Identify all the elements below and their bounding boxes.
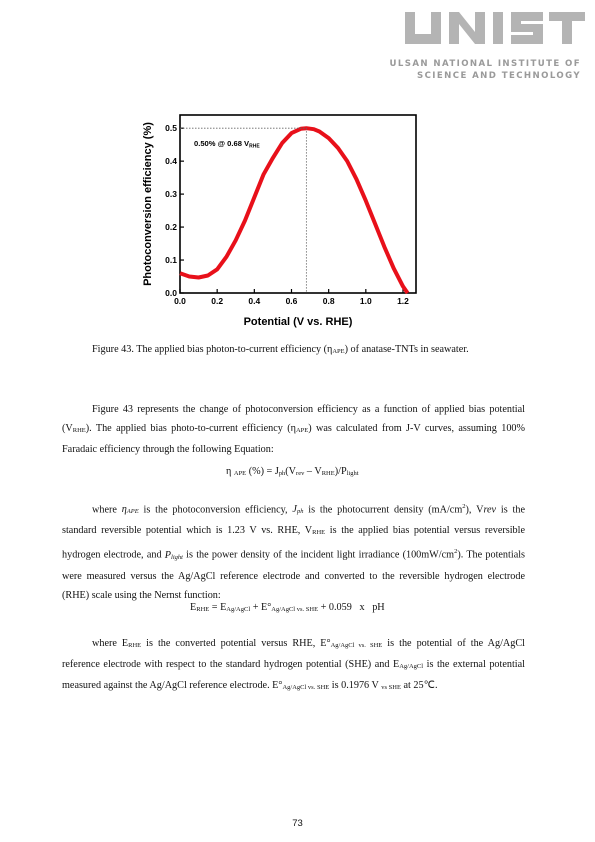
page-number: 73	[292, 818, 303, 829]
chart-svg	[138, 104, 428, 332]
y-axis-label: Photoconversion efficiency (%)	[142, 122, 154, 286]
equation-efficiency: η $_{APE}$ (%) = $J_{ph}(V_{rev} - V_{RHE})/P_{light}$	[226, 466, 359, 477]
y-tick-label: 0.2	[165, 222, 177, 233]
y-tick-label: 0.1	[165, 255, 177, 266]
x-tick-label: 0.0	[174, 296, 186, 306]
paragraph-intro: Figure 43 represents the change of photoconversion efficiency as a function of applied bias potential $(V_{RHE})$. The applied bias photo-to-current efficiency $(\eta_{APE})$ was calculated from J-V curves, assuming 100% Faradaic efficiency through the following Equation:	[62, 404, 525, 455]
x-tick-label: 0.6	[285, 296, 298, 306]
equation-nernst: $E_{RHE} = E_{Ag/AgCl} + E^\circ_{Ag/AgCl vs. SHE} + 0.059$ x pH	[190, 602, 385, 613]
x-tick-label: 0.4	[248, 296, 261, 306]
efficiency-chart	[138, 104, 428, 337]
y-tick-label: 0.5	[165, 123, 177, 134]
figure-caption: Figure 43. The applied bias photon-to-current efficiency $(\eta_{APE})$ of anatase-TNTs in seawater.	[92, 344, 469, 355]
x-tick-label: 1.2	[397, 296, 409, 306]
institute-name-line1: ULSAN NATIONAL INSTITUTE OF	[389, 59, 581, 69]
peak-annotation: 0.50% @ 0.68 VRHE	[194, 139, 260, 150]
y-tick-label: 0.4	[165, 156, 177, 167]
efficiency-curve	[180, 128, 408, 293]
paragraph-definitions: where $\eta_{APE}$ is the photoconversion efficiency, $J_{ph}$ is the photocurrent density $(mA/cm^2)$, Vrev is the standard reversible potential which is 1.23 V vs. RHE, $V_{RHE}$ is the applied bias potential versus reversible hydrogen electrode, and $P_{light}$ is the power density of the incident light irradiance $(100mW/cm^2)$. The potentials were measured versus the Ag/AgCl reference electrode and converted to the reversible hydrogen electrode (RHE) scale using the Nernst function:	[62, 503, 526, 601]
x-tick-label: 0.2	[211, 296, 224, 306]
x-tick-label: 1.0	[359, 296, 372, 306]
institute-name-line2: SCIENCE AND TECHNOLOGY	[417, 71, 581, 81]
logo-text: UNIST	[403, 10, 406, 11]
x-axis-label: Potential (V vs. RHE)	[243, 316, 353, 328]
y-tick-label: 0.0	[165, 288, 177, 298]
x-tick-label: 0.8	[322, 296, 335, 306]
paragraph-nernst-terms: where $E_{RHE}$ is the converted potential versus RHE, $E^\circ_{Ag/AgCl vs. SHE}$ is the potential of the Ag/AgCl reference electrode with respect to the standard hydrogen potential (SHE) and $E_{Ag/AgCl}$ is the external potential measured against the Ag/AgCl reference electrode. $E^\circ_{Ag/AgCl vs. SHE}$ is 0.1976 V $_{vs SHE}$ at 25℃.	[62, 638, 525, 691]
y-tick-label: 0.3	[165, 189, 177, 200]
